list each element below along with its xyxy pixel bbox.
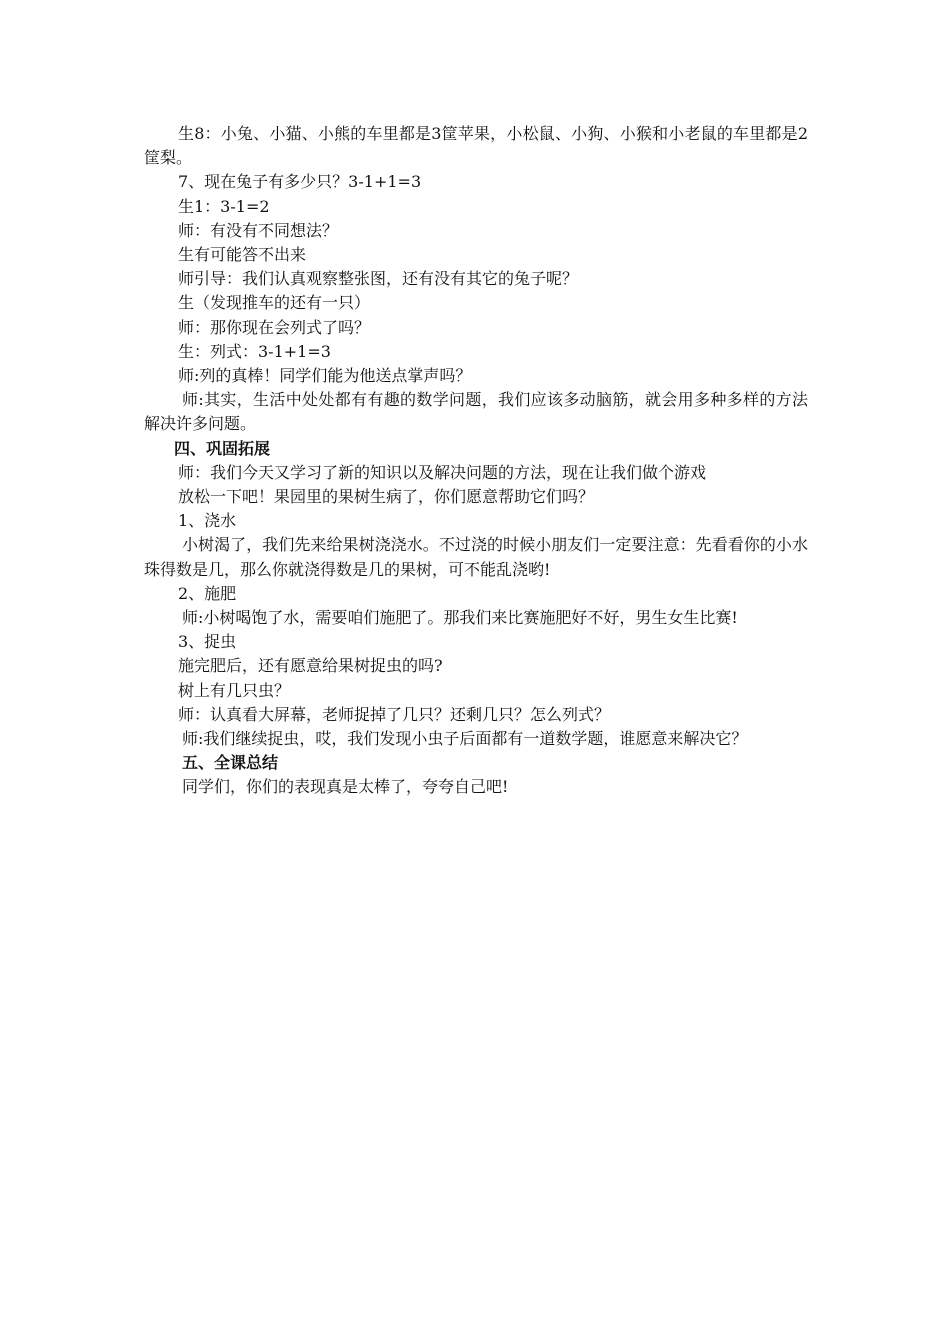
paragraph-question7: 7、现在兔子有多少只？3-1+1=3 [178,172,422,192]
subheading-fertilizing: 2、施肥 [178,583,237,603]
paragraph-watering: 小树渴了，我们先来给果树浇浇水。不过浇的时候小朋友们一定要注意：先看看你的小水珠得数是几，那么你就浇得数是几的果树，可不能乱浇哟! [144,535,808,579]
paragraph-teacher-praise: 师:列的真棒！同学们能为他送点掌声吗？ [178,366,472,386]
paragraph-student-unable: 生有可能答不出来 [178,245,307,265]
paragraph-after-fertilizing: 施完肥后，还有愿意给果树捉虫的吗? [178,656,443,676]
paragraph-fertilizing: 师:小树喝饱了水，需要咱们施肥了。那我们来比赛施肥好不好，男生女生比赛! [182,608,738,628]
paragraph-teacher-formula: 师：那你现在会列式了吗？ [178,317,371,337]
section-heading-summary: 五、全课总结 [182,753,279,773]
subheading-catching-bugs: 3、捉虫 [178,632,237,652]
document-page [144,122,808,800]
paragraph-student-discover: 生（发现推车的还有一只） [178,293,371,313]
paragraph-teacher-ask: 师：有没有不同想法？ [178,220,339,240]
paragraph-bug-count: 树上有几只虫？ [178,680,291,700]
paragraph-teacher-summary: 师:其实，生活中处处都有有趣的数学问题，我们应该多动脑筋，就会用多种多样的方法解决许多问题。 [144,390,808,434]
paragraph-teacher-guide: 师引导：我们认真观察整张图，还有没有其它的兔子呢？ [178,269,579,289]
subheading-watering: 1、浇水 [178,511,237,531]
paragraph-continue-bugs: 师:我们继续捉虫，哎，我们发现小虫子后面都有一道数学题，谁愿意来解决它？ [182,729,748,749]
paragraph-game-intro-2: 放松一下吧！果园里的果树生病了，你们愿意帮助它们吗？ [178,487,595,507]
paragraph-student-formula: 生：列式：3-1+1=3 [178,341,331,361]
paragraph-student1: 生1：3-1=2 [178,196,270,216]
paragraph-big-screen: 师：认真看大屏幕，老师捉掉了几只？还剩几只？怎么列式？ [178,704,611,724]
section-heading-consolidate: 四、巩固拓展 [174,438,271,458]
paragraph-game-intro: 师：我们今天又学习了新的知识以及解决问题的方法，现在让我们做个游戏 [178,462,707,482]
paragraph-closing: 同学们，你们的表现真是太棒了，夸夸自己吧! [182,777,509,797]
paragraph-student8: 生8：小兔、小猫、小熊的车里都是3筐苹果，小松鼠、小狗、小猴和小老鼠的车里都是2筐梨。 [144,124,808,168]
